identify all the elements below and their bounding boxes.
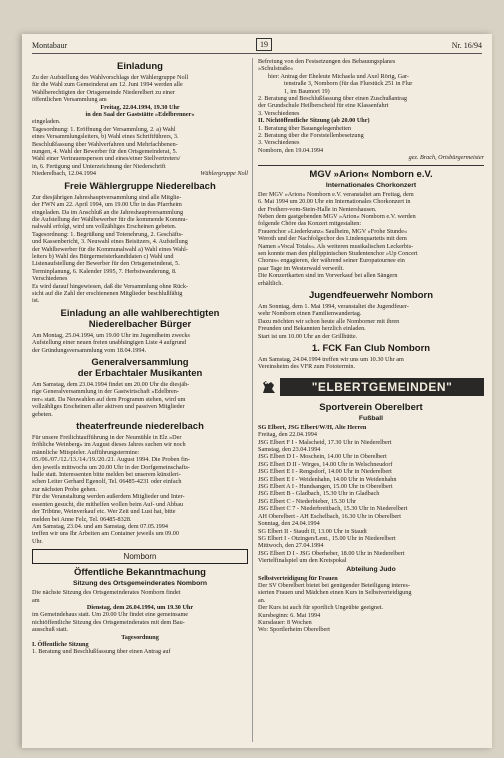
bekannt-item: 1. Beratung und Beschlußfassung über einen Antrag auf — [32, 648, 171, 656]
musik-body — [32, 381, 248, 418]
text-line: 3. Verschiedenes — [258, 109, 300, 117]
text-line: SG Elbert I - Otzingen/Lent., 15.00 Uhr in Niederelbert — [258, 534, 396, 542]
text-line: Die Konzertkarten sind im Vorverkauf bei allen Sängern — [258, 272, 398, 280]
einladung-date — [32, 104, 248, 119]
bekannt-body2 — [32, 611, 248, 633]
text-line: Am Samstag, 23.04. und am Samstag, dem 07.05.1994 — [32, 522, 168, 530]
agenda-continuation — [258, 58, 484, 154]
text-line: Wo: Sportlerheim Oberelbert — [258, 626, 331, 634]
text-line: am — [32, 596, 40, 604]
text-line: und Kassenbericht, 3. Neuwahl eines Beisitzers, 4. Aufstellung — [32, 238, 188, 246]
header-issue: Nr. 16/94 — [451, 41, 482, 50]
divider — [258, 165, 484, 166]
text-line: der Wahlbewerber für die Kommunalwahl a) Wahl eines Wahl- — [32, 245, 188, 253]
text-line: 1. Beratung über Bauangelegenheiten — [258, 124, 352, 132]
text-line: Verschiedenes — [32, 275, 68, 283]
text-line: Der SV Oberelbert bietet bei genügender Beteiligung interes- — [258, 581, 410, 589]
right-column — [258, 58, 484, 634]
text-line: tenstraße 3, Nomborn (für das Flurstück 251 in Flur — [284, 80, 413, 88]
text-line: männliche Mitspieler. Aufführungstermine: — [32, 448, 140, 456]
banner-text: "ELBERTGEMEINDEN" — [280, 378, 484, 396]
text-line: vollzähliges Erscheinen aller aktiven und passiven Mitglieder — [32, 403, 185, 411]
text-line: Tagesordnung: 1. Begrüßung und Totenehrung, 2. Geschäfts- — [32, 230, 184, 238]
text-line: gebeten. — [32, 410, 53, 418]
text-line: JSG Elbert B - Gladbach, 15.30 Uhr in Gladbach — [258, 490, 380, 498]
judo-lines — [258, 575, 484, 634]
bekannt-title: Öffentliche Bekanntmachung — [74, 567, 206, 579]
einladung-intro — [32, 74, 248, 104]
text-line: Mittwoch, den 27.04.1994 — [258, 542, 324, 550]
text-line: JSG Elbert A I - Hundsangen, 15.00 Uhr in Oberelbert — [258, 483, 393, 491]
text-line: der Freiherr-vom-Stein-Halle in Nentershausen. — [258, 205, 377, 213]
text-line: treffen wir uns Ihr Arbeiten am Container jeweils um 09.00 — [32, 530, 179, 538]
text-line: JSG Elbert D I - Moschein, 14.00 Uhr in Oberelbert — [258, 453, 387, 461]
text-line: halle statt. Interessenten bitte melden bei unserem künstleri- — [32, 471, 181, 479]
text-line: in den Saal der Gaststätte »Edelbrenner« — [85, 111, 195, 119]
column-divider — [252, 58, 253, 742]
text-line: der Gründungsversammlung vom 18.04.1994. — [32, 346, 147, 354]
text-line: Chorus« engagieren, der während seiner Europatournee ein — [258, 257, 405, 265]
text-line: schen Leiter Gerhard Egenolf, Tel. 06485-4231 oder einfach — [32, 478, 182, 486]
text-line: JSG Elbert C - Niederbieber, 15.30 Uhr — [258, 497, 357, 505]
text-line: folgende Chöre das Konzert mitgestalten: — [258, 220, 362, 228]
text-line: Für die Veranstaltung werden außerdem Mitglieder und Inter- — [32, 493, 185, 501]
text-line: 6. Mai 1994 um 20.00 Uhr ein Internationales Chorkonzert in — [258, 198, 411, 206]
header-page-number: 19 — [256, 38, 272, 51]
text-line: JSG Elbert D I - JSG Oberheber, 18.00 Uhr in Niederelbert — [258, 549, 405, 557]
nomborn-section-header: Nomborn — [32, 549, 248, 564]
text-line: Neben dem gastgebenden MGV »Arion« Nomborn e.V. werden — [258, 212, 416, 220]
text-line: JSG Elbert F I - Malscheid, 17.30 Uhr in Niederelbert — [258, 438, 392, 446]
text-line: Tagesordnung: 1. Eröffnung der Versammlung, 2. a) Wahl — [32, 125, 176, 133]
text-line: II. Nichtöffentliche Sitzung (ab 20.00 Uhr) — [258, 117, 370, 125]
text-line: eines Versammlungsleiters, b) Wahl eines Schriftführers, 3. — [32, 133, 179, 141]
text-line: eingeladen. Da im Anschluß an die Jahreshauptversammlung — [32, 208, 184, 216]
text-line: Beschlußfassung über Wahlverfahren und Mehrfachbenen- — [32, 140, 178, 148]
text-line: JSG Elbert E I - Rengsdorf, 14.00 Uhr in Niederelbert — [258, 468, 392, 476]
text-line: Freitag, 22.04.1994, 19.30 Uhr — [100, 103, 180, 111]
einladung-body — [32, 118, 248, 170]
page-header — [32, 38, 482, 54]
text-line: Am Samstag, 24.04.1994 treffen wir uns um 10.30 Uhr am — [258, 356, 404, 363]
text-line: Am Montag, 25.04.1994, um 19.00 Uhr im Jugendheim zwecks — [32, 331, 190, 339]
text-line: ist. — [32, 297, 40, 305]
left-column — [32, 58, 248, 656]
freie-body — [32, 194, 248, 305]
text-line: der Grundschule Heilberscheid für eine Klassenfahrt — [258, 102, 389, 110]
text-line: Aufstellung einer neuen freien unabhängigen Liste 4 aufgrund — [32, 339, 187, 347]
text-line: Für unsere Freilichtaufführung in der Neumühle in Elz »Der — [32, 434, 182, 442]
text-line: Der MGV »Arion« Nomborn e.V. veranstaltet am Freitag, dem — [258, 190, 414, 198]
text-line: leiters b) Wahl des Bürgermeisterkandidaten c) Wahl und — [32, 252, 174, 260]
text-line: Sonntag, den 24.04.1994 — [258, 520, 320, 528]
text-line: JSG Elbert C 7 - Niederbreitbach, 15.30 Uhr in Niederelbert — [258, 505, 408, 513]
text-line: Viertelfinalspiel um den Kreispokal — [258, 557, 347, 565]
einladung-signature — [32, 170, 248, 177]
mgv-title: MGV »Arion« Nomborn e.V. — [309, 168, 433, 180]
text-line: der FWN am 22. April 1994, um 19.00 Uhr in das Pfarrheim — [32, 201, 182, 209]
text-line: 2. Beratung über die Forststellenbesetzung — [258, 132, 364, 140]
text-line: essenten gesucht, die mithelfen wollen beim Auf- und Abbau — [32, 500, 184, 508]
theater-title: theaterfreunde niederelbach — [76, 421, 204, 433]
text-line: JSG Elbert E I - Weidenhahn, 14.00 Uhr in Weidenhahn — [258, 475, 397, 483]
text-line: fröhliche Weinberg« im August dieses Jahres suchen wir noch — [32, 441, 186, 449]
text-line: Frauenchor »Liederkranz« Saulheim, MGV »Frohe Stunde« — [258, 227, 408, 235]
text-line: öffentlichen Versammlung am — [32, 96, 107, 104]
title-line: Einladung an alle wahlberechtigten — [60, 307, 220, 319]
sv-subtitle: Fußball — [358, 414, 384, 422]
text-line: Die nächste Sitzung des Ortsgemeinderates Nomborn findet — [32, 589, 181, 597]
text-line: sicht auf die Zahl der erschienenen Mitglieder beschlußfähig — [32, 289, 183, 297]
bekannt-subtitle: Sitzung des Ortsgemeinderates Nomborn — [72, 580, 208, 588]
text-line: zur nächsten Probe gehen. — [32, 485, 97, 493]
text-line: in, 6. Fertigung und Unterzeichnung der Niederschrift — [32, 162, 166, 170]
text-line: Freunden und Bekannten herzlich einladen. — [258, 325, 366, 333]
text-line: der Tribüne, Weinverkauf etc. Wer Zeit und Lust hat, bitte — [32, 508, 176, 516]
text-line: rige Generalversammlung in der Gastwirtschaft »Edelbren- — [32, 388, 179, 396]
sv-title: Sportverein Oberelbert — [319, 401, 423, 413]
mgv-subtitle: Internationales Chorkonzert — [325, 181, 417, 189]
text-line: Befreiung von den Festsetzungen des Bebauungsplanes — [258, 58, 396, 65]
text-line: AH Oberelbert - AH Eschelbach, 16.30 Uhr in Oberelbert — [258, 512, 401, 520]
text-line: wehr Nomborn einen Familienwandertag. — [258, 310, 362, 318]
bekannt-section: I. Öffentliche Sitzung — [32, 640, 89, 648]
bekannt-body1 — [32, 589, 248, 604]
judo-title: Abteilung Judo — [346, 565, 396, 573]
title-line: Niederelbacher Bürger — [88, 318, 192, 330]
text-line: 1, im Baumort 19) — [284, 87, 330, 95]
text-line: Weroth und der Nachfolgechor des Lindenquartetts mit dem — [258, 235, 407, 243]
text-line: 3. Verschiedenes — [258, 139, 300, 147]
text-line: Es wird darauf hingewiesen, daß die Versammlung ohne Rück- — [32, 282, 189, 290]
text-line: Samstag, den 23.04.1994 — [258, 446, 321, 454]
newspaper-page — [22, 34, 492, 748]
text-line: eingeladen. — [32, 118, 61, 126]
text-line: sierten Frauen und Mädchen einen Kurs in Selbstverteidigung — [258, 589, 412, 597]
text-line: Uhr. — [32, 537, 43, 545]
fck-body — [258, 356, 484, 371]
wahlber-body — [32, 332, 248, 354]
text-line: Vereinsheim des VFR zum Fototermin. — [258, 363, 355, 371]
text-line: 2. Beratung und Beschlußfassung über einen Zuschußantrag — [258, 95, 407, 103]
text-line: nichtöffentliche Sitzung des Ortsgemeinderates mit dem Bau- — [32, 618, 185, 626]
text-line: Zu der Aufstellung des Wahlvorschlags der Wählergruppe Noll — [32, 74, 189, 81]
text-line: nungen, 4. Wahl der Bewerber für den Ortsgemeinderat, 5. — [32, 148, 178, 156]
header-town: Montabaur — [32, 41, 68, 50]
text-line: Namen »Vocal Totals«. Als weiteren musikalischen Leckerbis- — [258, 242, 414, 250]
text-line: Kursbeginn: 6. Mai 1994 — [258, 611, 321, 619]
title-line: der Erbachtaler Musikanten — [77, 368, 203, 379]
text-line: Wahl einer Vertrauensperson und eines/einer Stellvertreters/ — [32, 155, 181, 163]
text-line: Dazu möchten wir schon heute alle Nomborner mit ihren — [258, 317, 400, 325]
text-line: Zur diesjährigen Jahreshauptversammlung sind alle Mitglie- — [32, 193, 182, 201]
text-line: Wahlberechtigten der Ortsgemeinde Niederelbert zu einer — [32, 88, 175, 96]
text-line: Am Samstag, dem 23.04.1994 findet um 20.00 Uhr die diesjäh- — [32, 381, 190, 388]
text-line: an. — [258, 596, 266, 604]
text-line: Nomborn, den 19.04.1994 — [258, 146, 324, 154]
text-line: melden bei Anne Felz, Tel. 06485-8328. — [32, 515, 132, 523]
signature-name: Wählergruppe Noll — [200, 170, 248, 178]
text-line: für die Wahl zum Gemeinderat am 12. Juni 1994 werden alle — [32, 81, 183, 89]
text-line: Der Kurs ist auch für sportlich Ungeübte geeignet. — [258, 604, 384, 612]
text-line: Terminplanung, 6. Kalender 1995, 7. Herbstwanderung, 8. — [32, 267, 177, 275]
text-line: paar Tage im Westerwald verweilt. — [258, 264, 344, 272]
text-line: 05./06./07./12./13./14./19./20./21. August 1994. Die Proben fin- — [32, 456, 190, 464]
theater-body — [32, 434, 248, 545]
text-line: ausschuß statt. — [32, 626, 69, 634]
text-line: Listenaufstellung der Bewerber für den Ortsgemeinderat, 5. — [32, 260, 180, 268]
text-line: Start ist um 10.00 Uhr an der Grillhütte. — [258, 332, 358, 340]
text-line: Am Sonntag, dem 1. Mai 1994, veranstaltet die Jugendfeuer- — [258, 302, 409, 310]
musik-title — [32, 357, 248, 379]
text-line: »Schulstraße« — [258, 65, 294, 73]
title-line: Generalversammlung — [91, 357, 189, 368]
jfw-body — [258, 303, 484, 340]
rooster-icon — [258, 376, 280, 398]
text-line: JSG Elbert D II - Wirges, 14.00 Uhr in Welschneudorf — [258, 460, 393, 468]
signature-place-date: Niederelbach, 12.04.1994 — [32, 170, 96, 178]
bekannt-date: Dienstag, dem 26.04.1994, um 19.30 Uhr — [86, 603, 194, 611]
bekannt-tagesordnung: Tagesordnung — [121, 633, 159, 641]
text-line: im Gemeindehaus statt. Um 20.00 Uhr findet eine gemeinsame — [32, 611, 189, 619]
text-line: nalwahl erfolgt, wird um vollzähliges Erscheinen gebeten. — [32, 223, 177, 231]
text-line: die Aufstellung der Wahlbewerber für die kommende Kommu- — [32, 215, 188, 223]
text-line: ner« statt. Da Neuwahlen auf dem Programm stehen, wird um — [32, 395, 186, 403]
freie-title: Freie Wählergruppe Niederelbach — [64, 180, 216, 192]
text-line: hier: Antrag der Eheleute Michaela und Axel Rörig, Gar- — [268, 72, 409, 80]
text-line: SG Elbert, JSG Elbert/W/H, Alte Herren — [258, 423, 367, 431]
text-line: Kursdauer: 8 Wochen — [258, 618, 312, 626]
text-line: Freitag, den 22.04.1994 — [258, 431, 317, 439]
sv-lines — [258, 424, 484, 565]
text-line: erhältlich. — [258, 279, 283, 287]
jfw-title: Jugendfeuerwehr Nomborn — [308, 289, 434, 301]
text-line: sen konnte man den philippinischen Studentenchor »Up Concert — [258, 249, 418, 257]
agenda-signature: gez. Brach, Ortsbürgermeister — [408, 154, 484, 162]
text-line: den jeweils mittwochs um 20.00 Uhr in der Dorfgemeinschafts- — [32, 463, 190, 471]
text-line: Selbstverteidigung für Frauen — [258, 574, 338, 582]
text-line: SG Elbert II - Staudt II, 13.00 Uhr in Staudt — [258, 527, 367, 535]
einladung-title: Einladung — [117, 61, 163, 72]
wahlber-title — [32, 308, 248, 330]
fck-title: 1. FCK Fan Club Nomborn — [311, 343, 431, 354]
elbertgemeinden-banner — [258, 376, 484, 398]
mgv-body — [258, 191, 484, 287]
